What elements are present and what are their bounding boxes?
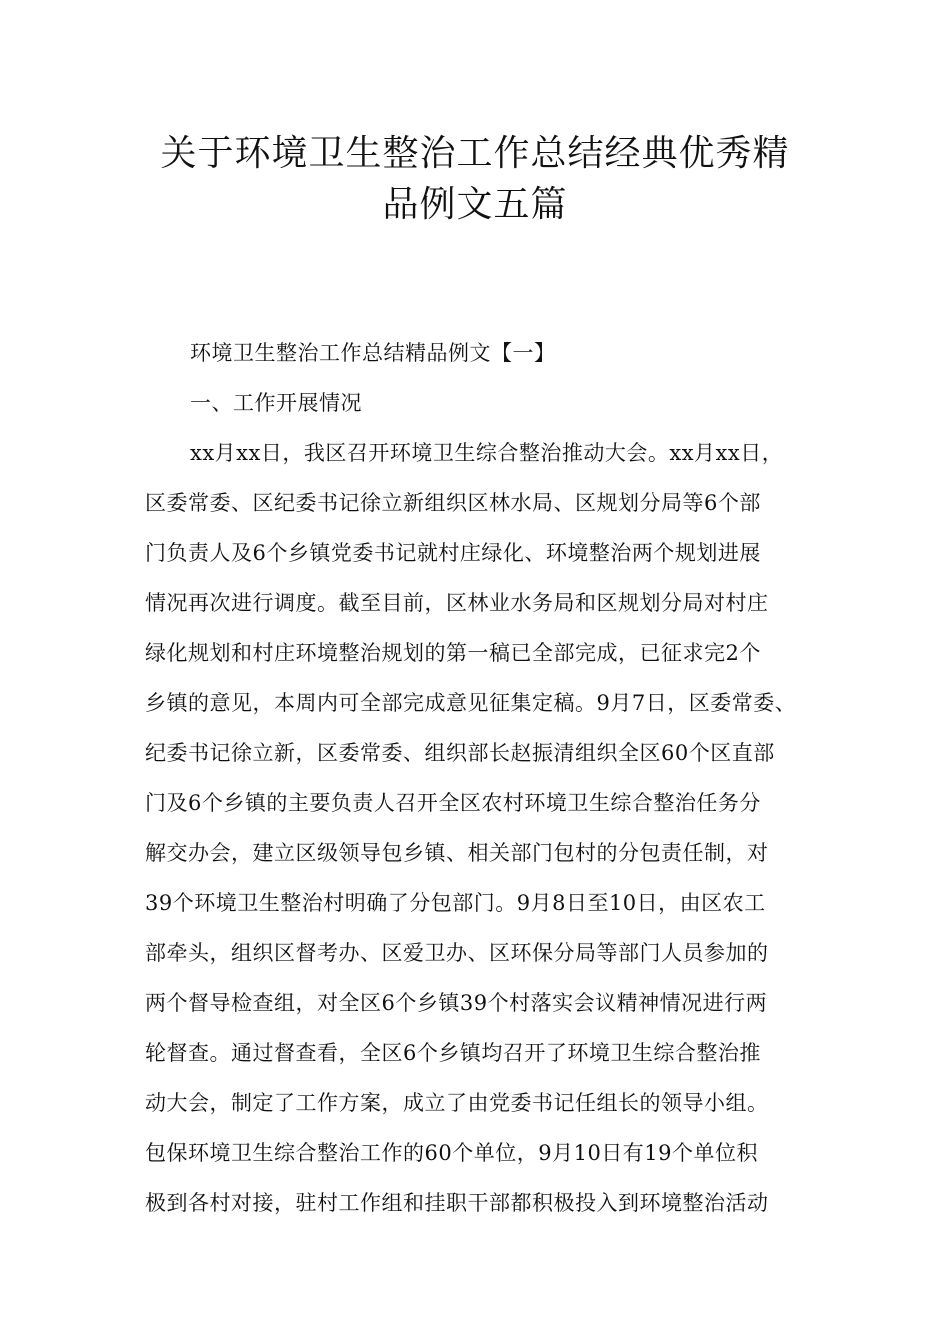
- document-body: [145, 328, 825, 1228]
- paragraph-line: 两个督导检查组，对全区6个乡镇39个村落实会议精神情况进行两: [145, 991, 768, 1015]
- document-title: [100, 128, 850, 230]
- paragraph-line: xx月xx日，我区召开环境卫生综合整治推动大会。xx月xx日，: [190, 441, 784, 465]
- paragraph-line: 绿化规划和村庄环境整治规划的第一稿已全部完成，已征求完2个: [145, 641, 761, 665]
- subheading: 一、工作开展情况: [190, 391, 362, 415]
- paragraph-line: 极到各村对接，驻村工作组和挂职干部都积极投入到环境整治活动: [145, 1191, 769, 1215]
- paragraph-line: 纪委书记徐立新，区委常委、组织部长赵振清组织全区60个区直部: [145, 741, 775, 765]
- paragraph-line: 情况再次进行调度。截至目前，区林业水务局和区规划分局对村庄: [145, 591, 769, 615]
- title-line-1: 关于环境卫生整治工作总结经典优秀精: [160, 133, 790, 174]
- paragraph-line: 轮督查。通过督查看，全区6个乡镇均召开了环境卫生综合整治推: [145, 1041, 761, 1065]
- paragraph-line: 部牵头，组织区督考办、区爱卫办、区环保分局等部门人员参加的: [145, 941, 769, 965]
- section-heading: 环境卫生整治工作总结精品例文【一】: [190, 341, 556, 365]
- paragraph-line: 包保环境卫生综合整治工作的60个单位，9月10日有19个单位积: [145, 1141, 759, 1165]
- title-line-2: 品例文五篇: [382, 184, 568, 225]
- paragraph-line: 动大会，制定了工作方案，成立了由党委书记任组长的领导小组。: [145, 1091, 769, 1115]
- paragraph-line: 门及6个乡镇的主要负责人召开全区农村环境卫生综合整治任务分: [145, 791, 761, 815]
- paragraph-line: 39个环境卫生整治村明确了分包部门。9月8日至10日，由区农工: [145, 891, 766, 915]
- paragraph-line: 乡镇的意见，本周内可全部完成意见征集定稿。9月7日，区委常委、: [145, 691, 797, 715]
- paragraph-line: 区委常委、区纪委书记徐立新组织区林水局、区规划分局等6个部: [145, 491, 761, 515]
- paragraph-line: 解交办会，建立区级领导包乡镇、相关部门包村的分包责任制，对: [145, 841, 769, 865]
- paragraph-line: 门负责人及6个乡镇党委书记就村庄绿化、环境整治两个规划进展: [145, 541, 761, 565]
